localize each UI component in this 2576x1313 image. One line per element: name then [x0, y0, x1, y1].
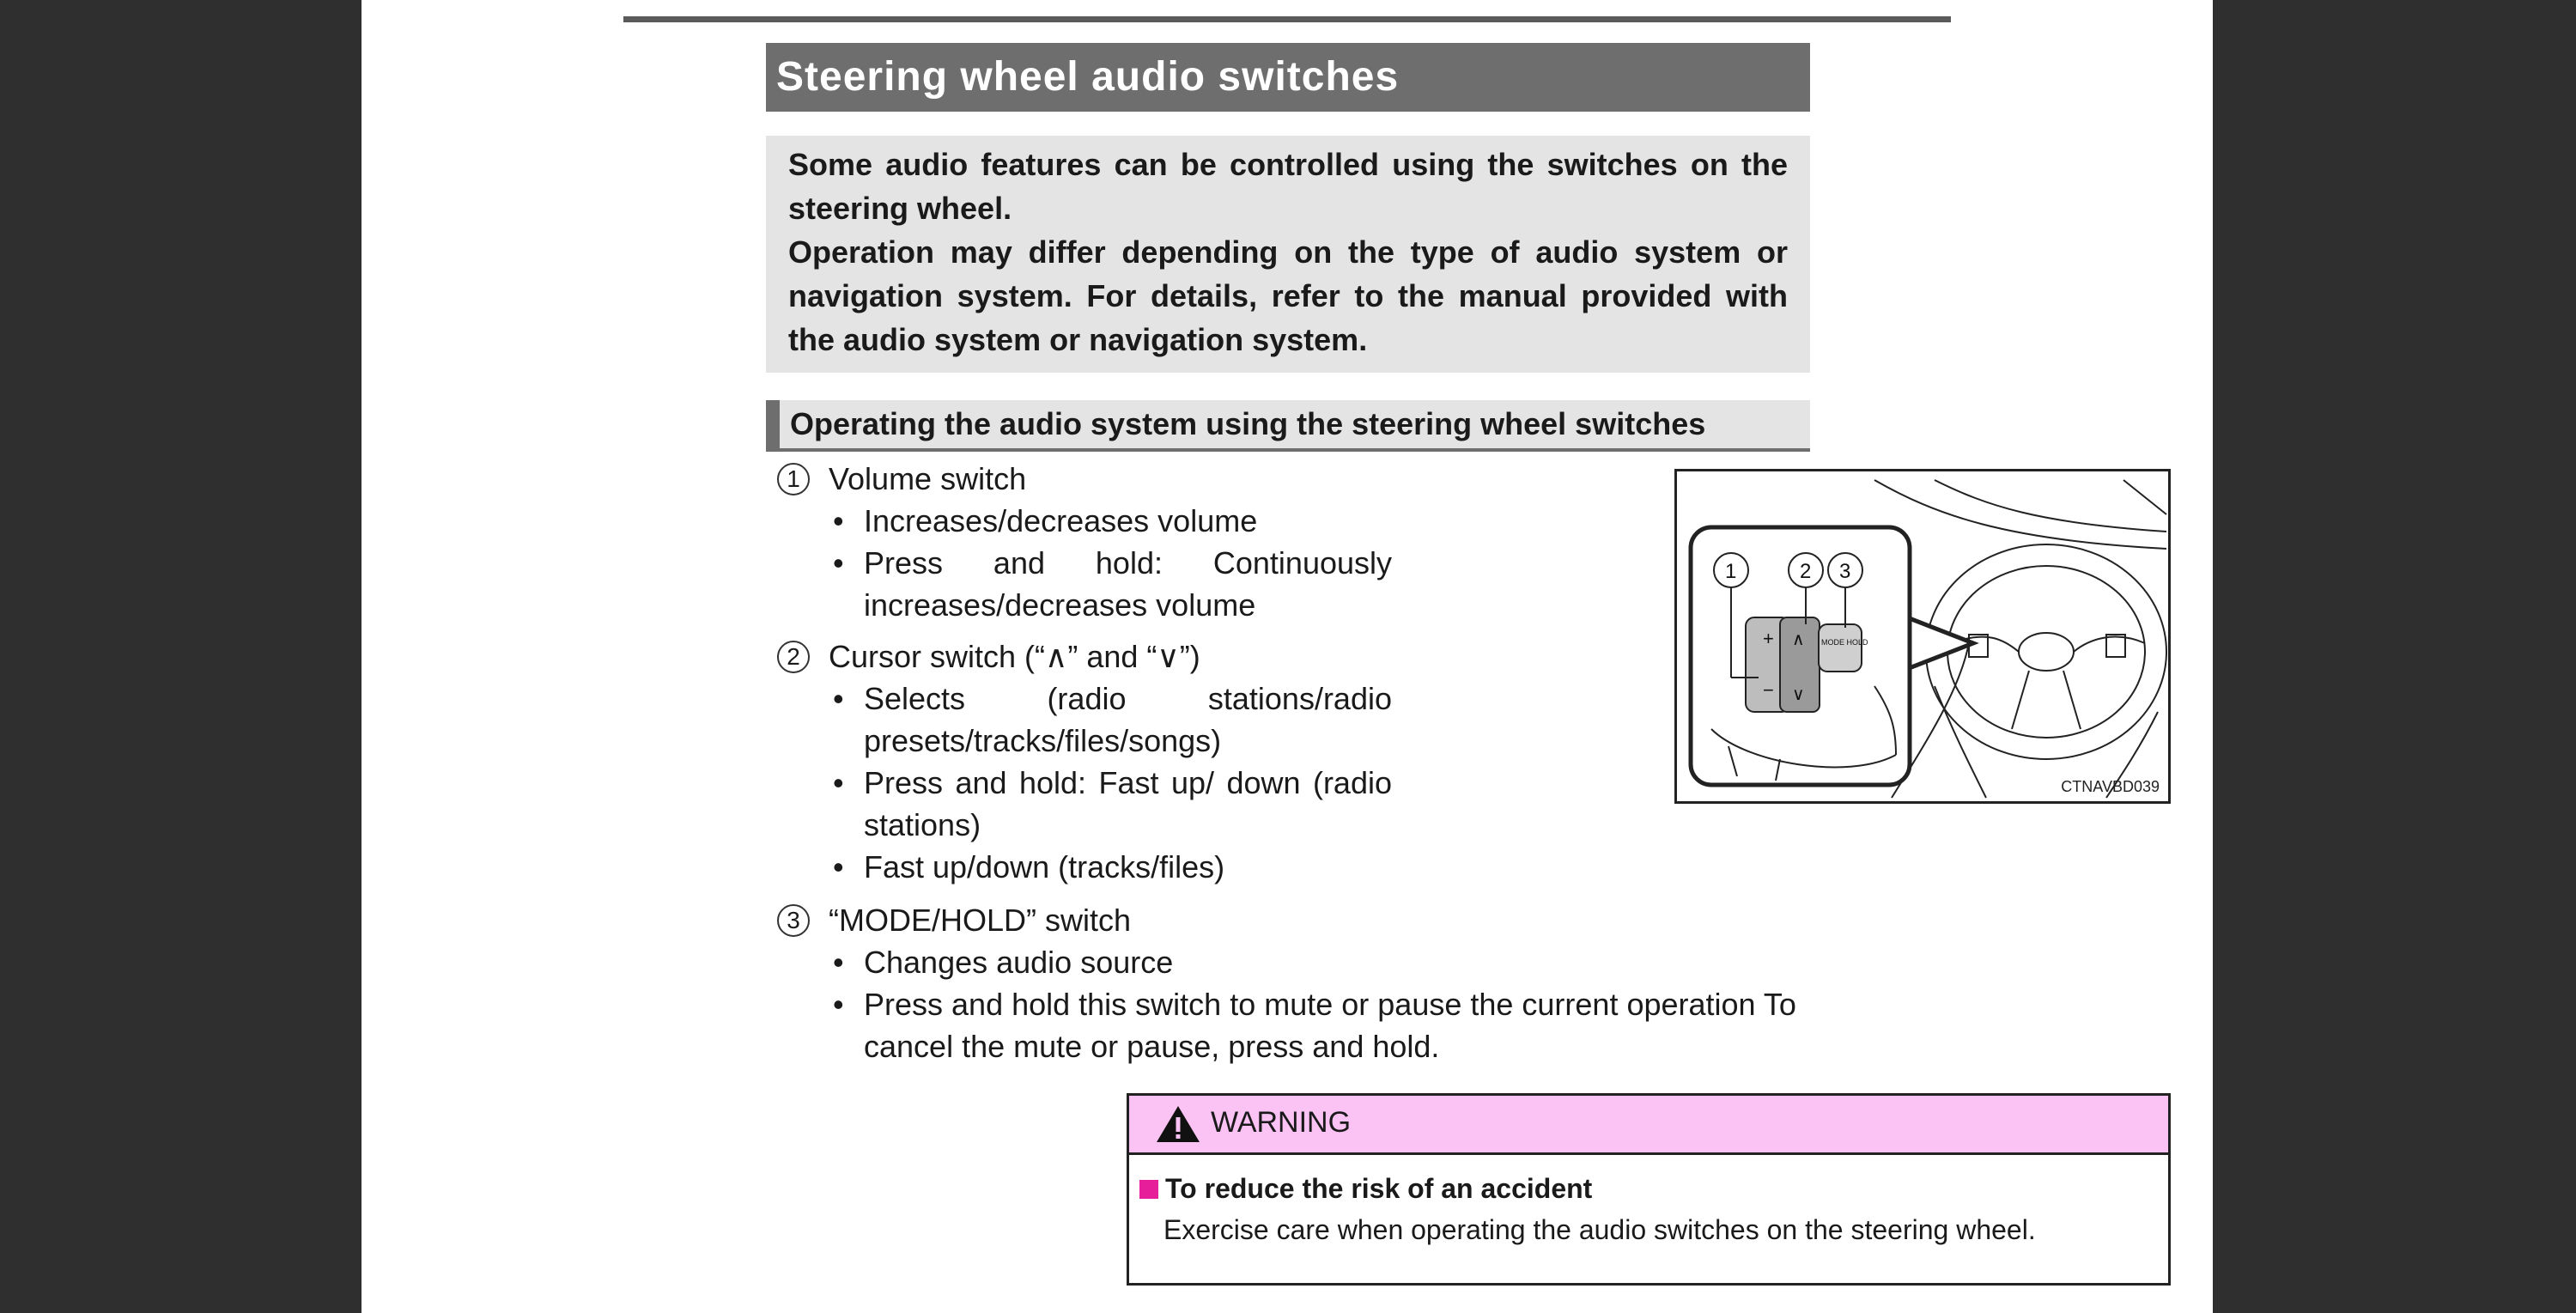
bullet-item: • Press and hold: Fast up/ down (radio stations) — [777, 762, 1392, 846]
steering-wheel-illustration — [1677, 471, 2168, 801]
warning-subheading — [1139, 1173, 1592, 1205]
bullet-item: • Fast up/down (tracks/files) — [777, 846, 1392, 888]
manual-page — [361, 0, 2213, 1313]
warning-text: Exercise care when operating the audio switches on the steering wheel. — [1163, 1214, 2036, 1245]
list-item-volume — [777, 458, 1821, 626]
section-heading: Operating the audio system using the steering wheel switches — [766, 400, 1810, 452]
item-label: Volume switch — [829, 461, 1027, 496]
intro-paragraph-1: Some audio features can be controlled using the switches on the steering wheel. — [788, 147, 1788, 226]
top-divider — [623, 16, 1951, 22]
svg-text:∧: ∧ — [1792, 630, 1805, 649]
list-item-mode-hold — [777, 899, 1821, 1067]
switch-list — [777, 458, 1821, 1067]
warning-label: WARNING — [1211, 1106, 1352, 1139]
warning-marker-icon — [1139, 1180, 1158, 1199]
callout-1: 1 — [1725, 560, 1737, 583]
warning-triangle-icon — [1155, 1104, 1201, 1144]
callout-2: 2 — [1800, 560, 1812, 583]
warning-subheading-text: To reduce the risk of an accident — [1165, 1173, 1593, 1204]
bullet-item: • Press and hold this switch to mute or pause the current operation To cancel the mute or pause, press and hold. — [777, 983, 1808, 1067]
svg-text:−: − — [1763, 679, 1774, 701]
page-title: Steering wheel audio switches — [766, 43, 1810, 112]
bullet-item: • Selects (radio stations/radio presets/tracks/files/songs) — [777, 678, 1392, 762]
callout-3: 3 — [1839, 560, 1851, 583]
callout-number: 1 — [777, 463, 810, 495]
callout-number: 2 — [777, 641, 810, 673]
svg-text:+: + — [1763, 628, 1774, 649]
intro-box — [766, 136, 1810, 373]
intro-paragraph-2: Operation may differ depending on the type of audio system or navigation system. For details, refer to the manual provided with the audio system or navigation system. — [788, 234, 1788, 357]
mode-hold-switch-label: MODE HOLD — [1821, 638, 1868, 647]
callout-number: 3 — [777, 904, 810, 937]
svg-text:∨: ∨ — [1792, 685, 1805, 704]
item-label: “MODE/HOLD” switch — [829, 903, 1132, 938]
warning-header — [1129, 1096, 2168, 1155]
bullet-item: • Changes audio source — [777, 941, 1821, 983]
list-item-cursor — [777, 635, 1821, 888]
warning-box — [1127, 1093, 2171, 1286]
bullet-item: • Increases/decreases volume — [777, 500, 1392, 542]
steering-wheel-figure — [1674, 469, 2171, 804]
figure-code: CTNAVBD039 — [2061, 778, 2160, 795]
item-label: Cursor switch (“∧” and “∨”) — [829, 639, 1200, 674]
bullet-item: • Press and hold: Continuously increases/decreases volume — [777, 542, 1392, 626]
